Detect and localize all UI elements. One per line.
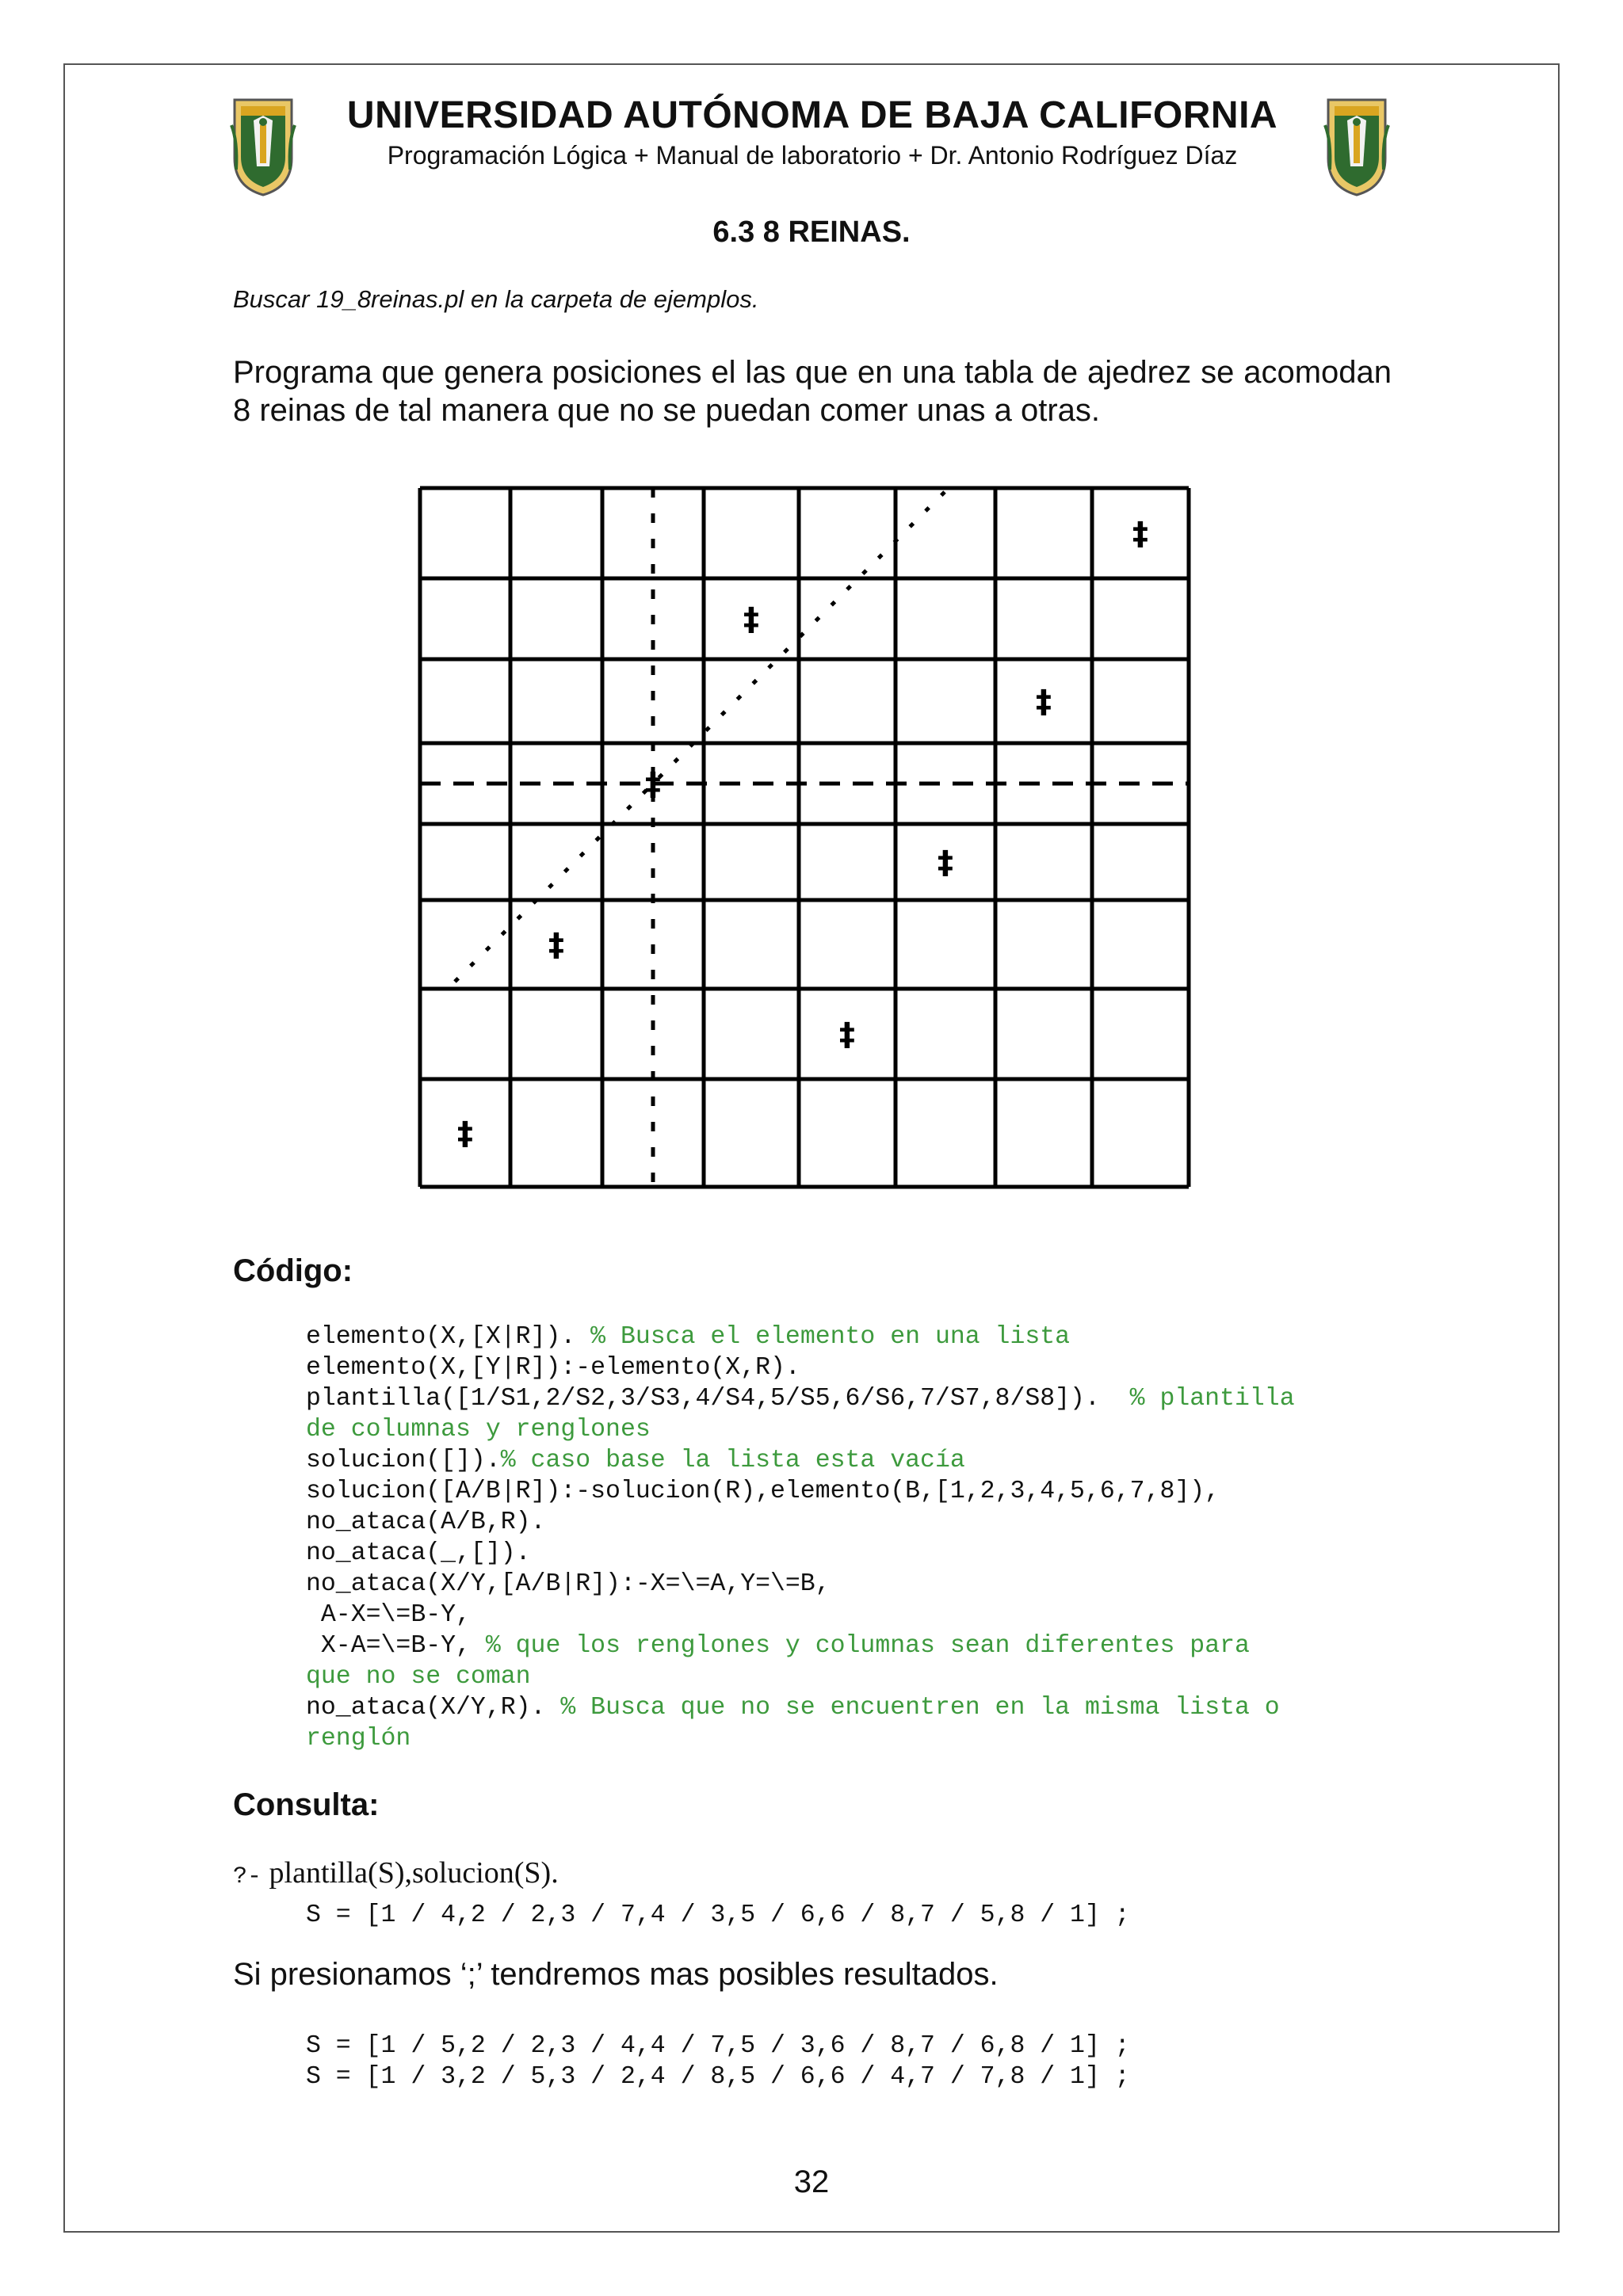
section-title: 6.3 8 REINAS. bbox=[712, 215, 911, 249]
code-line bbox=[306, 1600, 1392, 1630]
code-comment: de columnas y renglones bbox=[306, 1416, 651, 1444]
code-text: plantilla([1/S1,2/S2,3/S3,4/S4,5/S5,6/S6,7/S7,8/S8]). bbox=[306, 1385, 1130, 1413]
code-line bbox=[306, 1538, 1392, 1569]
code-text: elemento(X,[X|R]). bbox=[306, 1323, 591, 1351]
query-prompt: ?- bbox=[233, 1863, 262, 1890]
prolog-code-block bbox=[306, 1322, 1392, 1754]
more-results-text: Si presionamos ‘;’ tendremos mas posibles resultados. bbox=[233, 1957, 999, 1992]
queen-marker: ‡ bbox=[743, 601, 759, 638]
example-file-hint: Buscar 19_8reinas.pl en la carpeta de ejemplos. bbox=[233, 285, 759, 313]
code-heading: Código: bbox=[233, 1253, 353, 1288]
queen-marker: ‡ bbox=[839, 1016, 855, 1053]
code-line bbox=[306, 1507, 1392, 1538]
queen-marker: ‡ bbox=[1132, 516, 1148, 552]
query-heading: Consulta: bbox=[233, 1787, 380, 1822]
code-text: elemento(X,[Y|R]):-elemento(X,R). bbox=[306, 1354, 800, 1382]
query-line bbox=[233, 1855, 559, 1890]
code-line bbox=[306, 1352, 1392, 1383]
code-line bbox=[306, 1445, 1392, 1476]
query-result-2: S = [1 / 5,2 / 2,3 / 4,4 / 7,5 / 3,6 / 8,7 / 6,8 / 1] ; bbox=[306, 2032, 1130, 2060]
code-line bbox=[306, 1383, 1392, 1414]
code-line bbox=[306, 1322, 1392, 1352]
code-line bbox=[306, 1476, 1392, 1507]
code-line bbox=[306, 1723, 1392, 1754]
query-text: plantilla(S),solucion(S). bbox=[262, 1856, 559, 1890]
code-text: A-X=\=B-Y, bbox=[306, 1601, 471, 1629]
code-line bbox=[306, 1661, 1392, 1692]
code-text: no_ataca(X/Y,R). bbox=[306, 1694, 561, 1722]
document-subtitle: Programación Lógica + Manual de laboratorio + Dr. Antonio Rodríguez Díaz bbox=[387, 141, 1238, 170]
code-comment: % que los renglones y columnas sean diferentes para bbox=[485, 1632, 1250, 1660]
diagonal-attack-line bbox=[455, 485, 994, 982]
code-comment: que no se coman bbox=[306, 1663, 531, 1691]
queen-marker: ‡ bbox=[645, 766, 661, 803]
code-text: no_ataca(_,[]). bbox=[306, 1539, 531, 1567]
university-seal-icon bbox=[1323, 93, 1390, 198]
code-line bbox=[306, 1630, 1392, 1661]
code-comment: renglón bbox=[306, 1725, 411, 1753]
code-text: solucion([]). bbox=[306, 1447, 501, 1474]
queen-marker: ‡ bbox=[1036, 684, 1052, 720]
queen-marker: ‡ bbox=[938, 845, 953, 881]
code-line bbox=[306, 1692, 1392, 1723]
query-result-3: S = [1 / 3,2 / 5,3 / 2,4 / 8,5 / 6,6 / 4,7 / 7,8 / 1] ; bbox=[306, 2063, 1130, 2091]
queen-marker: ‡ bbox=[457, 1116, 473, 1152]
code-text: no_ataca(A/B,R). bbox=[306, 1508, 546, 1536]
code-comment: % Busca el elemento en una lista bbox=[590, 1323, 1071, 1351]
intro-paragraph: Programa que genera posiciones el las que en una tabla de ajedrez se acomodan 8 reinas de tal manera que no se puedan comer unas a otras. bbox=[233, 355, 1392, 428]
page-number: 32 bbox=[793, 2164, 830, 2199]
queen-marker: ‡ bbox=[548, 927, 564, 963]
university-name: UNIVERSIDAD AUTÓNOMA DE BAJA CALIFORNIA bbox=[346, 94, 1278, 136]
university-seal-icon bbox=[230, 93, 296, 198]
code-text: no_ataca(X/Y,[A/B|R]):-X=\=A,Y=\=B, bbox=[306, 1570, 831, 1598]
code-line bbox=[306, 1569, 1392, 1600]
code-line bbox=[306, 1414, 1392, 1445]
code-text: solucion([A/B|R]):-solucion(R),elemento(B,[1,2,3,4,5,6,7,8]), bbox=[306, 1478, 1220, 1505]
code-comment: % caso base la lista esta vacía bbox=[500, 1447, 965, 1474]
query-result-1: S = [1 / 4,2 / 2,3 / 7,4 / 3,5 / 6,6 / 8,7 / 5,8 / 1] ; bbox=[306, 1901, 1130, 1929]
code-comment: % plantilla bbox=[1129, 1385, 1295, 1413]
chess-board-diagram bbox=[417, 485, 1193, 1190]
code-text: X-A=\=B-Y, bbox=[306, 1632, 486, 1660]
code-comment: % Busca que no se encuentren en la misma lista o bbox=[560, 1694, 1280, 1722]
